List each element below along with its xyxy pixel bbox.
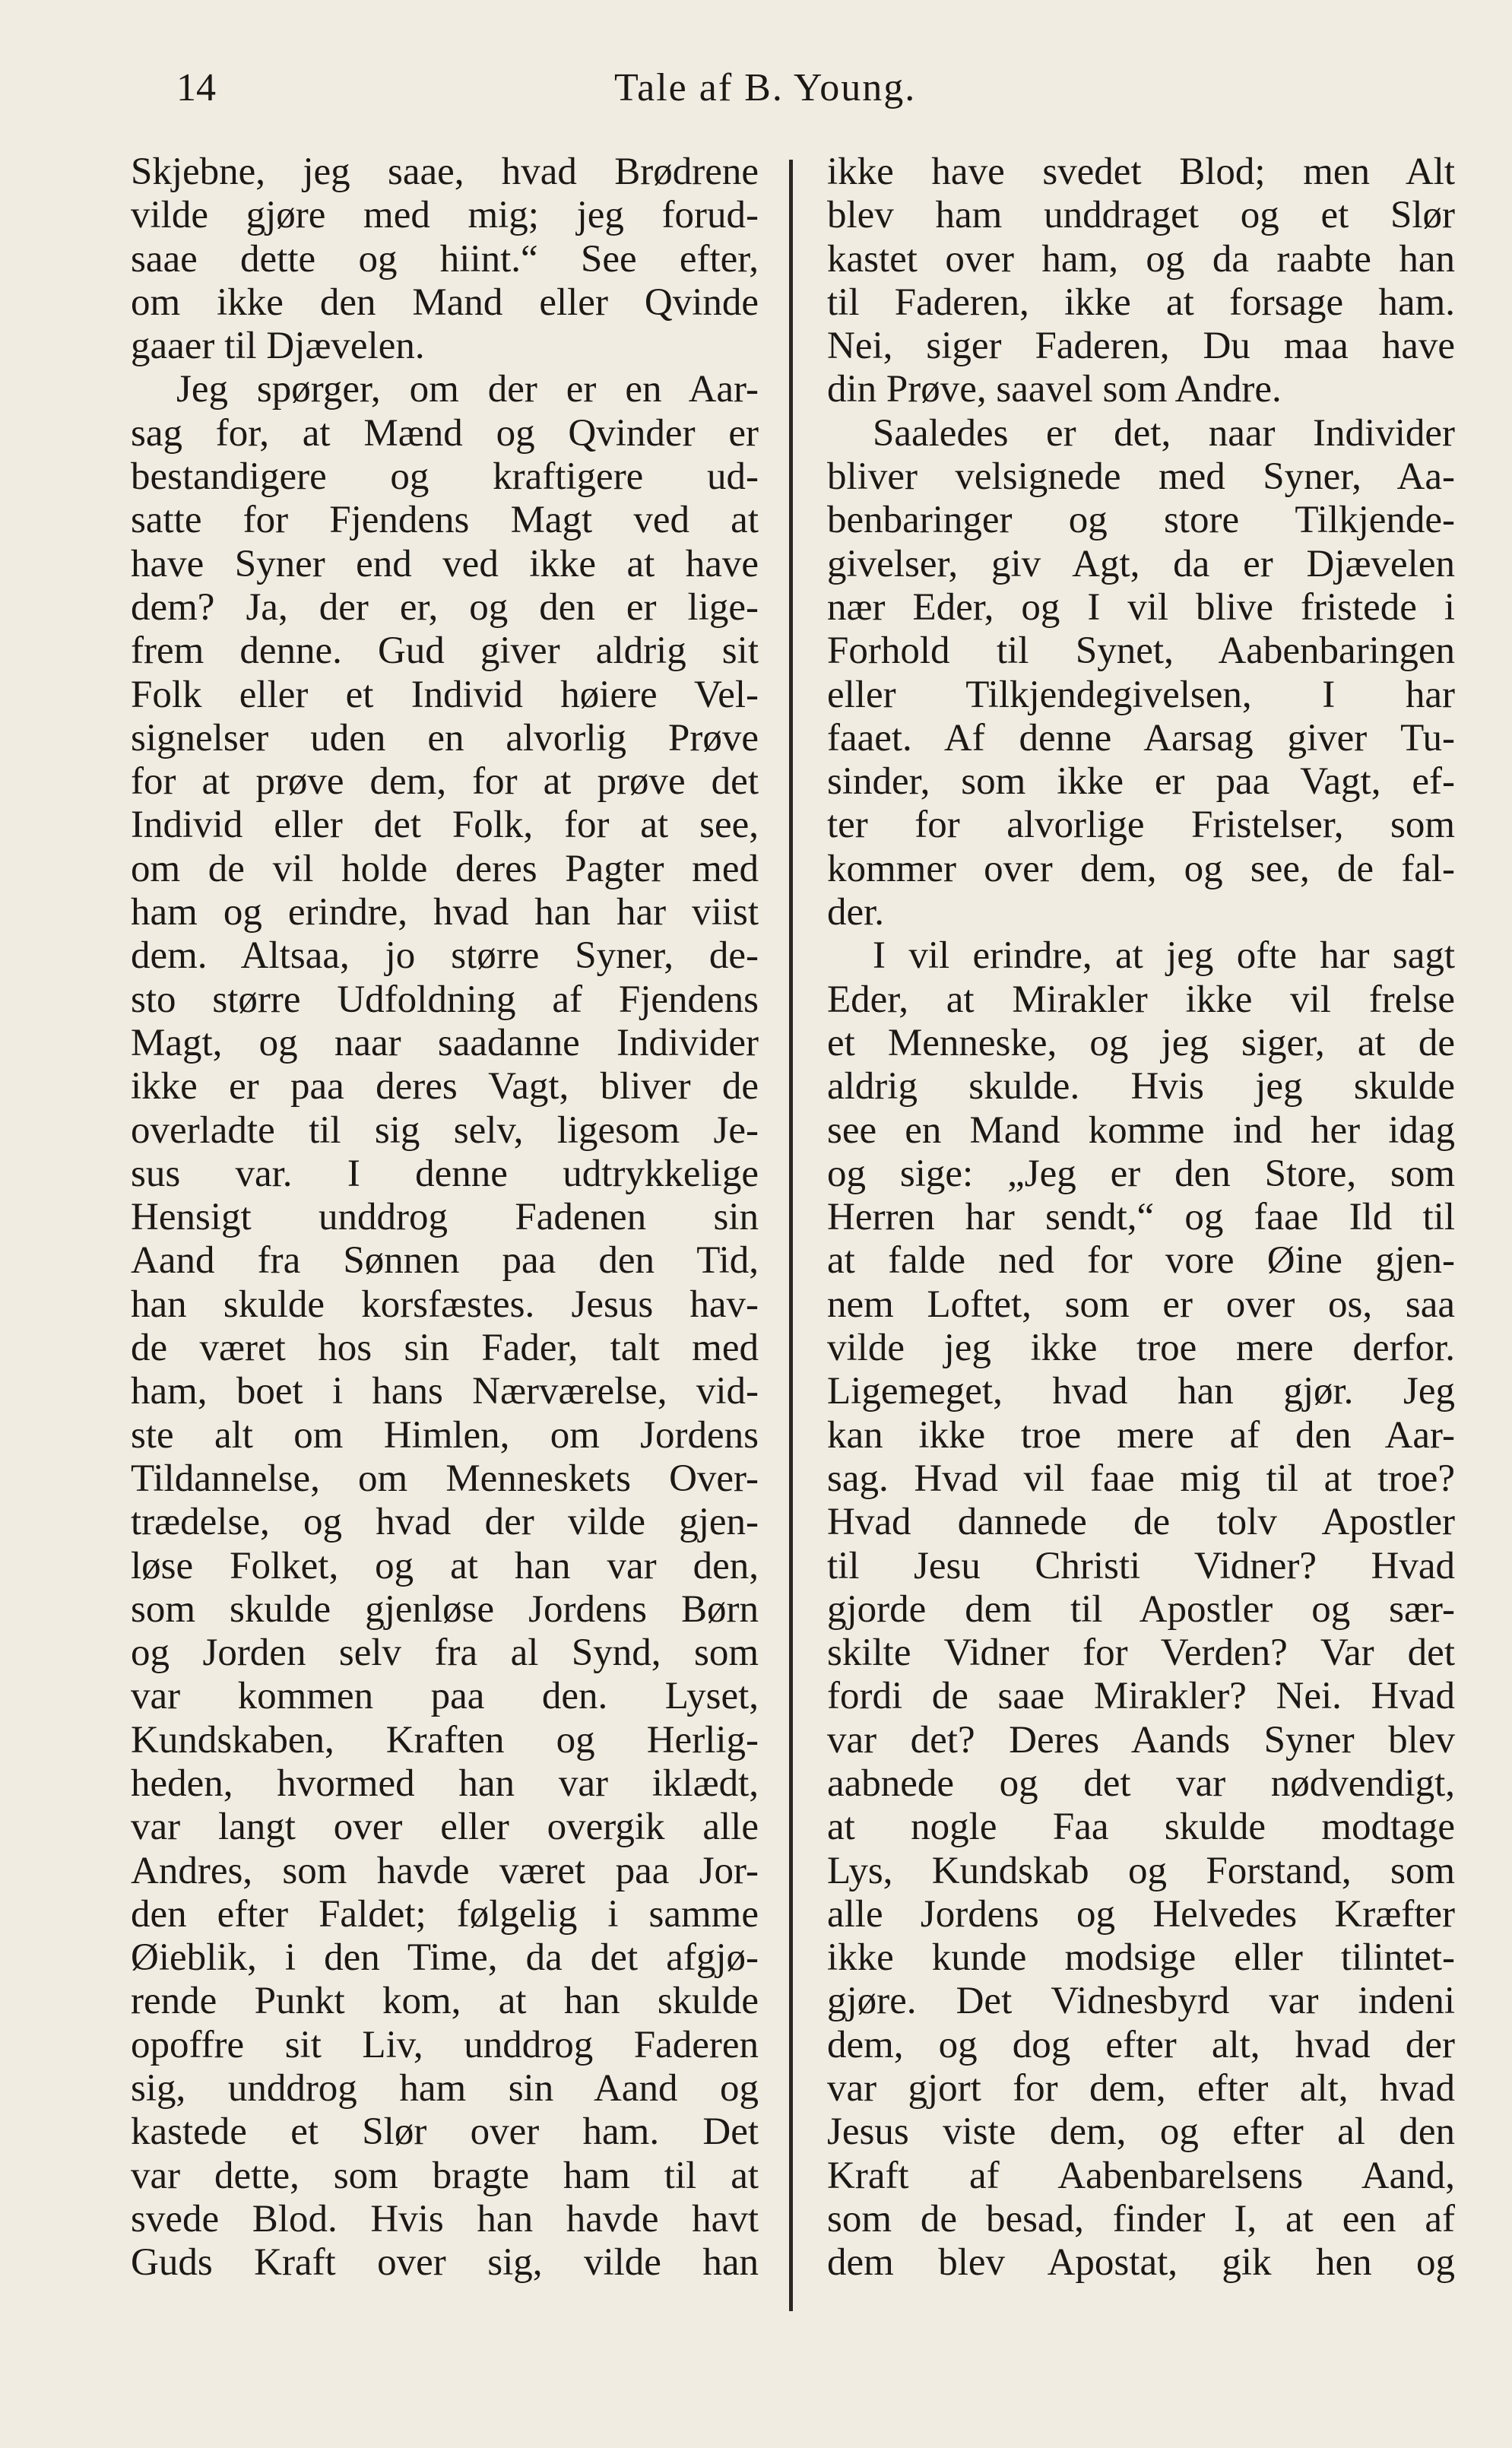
right-text-column bbox=[827, 151, 1455, 2285]
text-line: Ligemeget, hvad han gjør. Jeg bbox=[827, 1370, 1455, 1413]
text-line: gjøre. Det Vidnesbyrd var indeni bbox=[827, 1980, 1455, 2023]
text-line: at nogle Faa skulde modtage bbox=[827, 1806, 1455, 1849]
text-line: see en Mand komme ind her idag bbox=[827, 1108, 1455, 1152]
text-line: blev ham unddraget og et Slør bbox=[827, 194, 1455, 237]
text-line: nær Eder, og I vil blive fristede i bbox=[827, 585, 1455, 629]
text-line: frem denne. Gud giver aldrig sit bbox=[131, 629, 759, 673]
text-line: Nei, siger Faderen, Du maa have bbox=[827, 325, 1455, 368]
text-line: satte for Fjendens Magt ved at bbox=[131, 499, 759, 542]
text-line: gaaer til Djævelen. bbox=[131, 325, 425, 368]
text-line: om de vil holde deres Pagter med bbox=[131, 847, 759, 890]
text-line: for at prøve dem, for at prøve det bbox=[131, 760, 759, 804]
page-number: 14 bbox=[176, 66, 216, 109]
text-line: trædelse, og hvad der vilde gjen- bbox=[131, 1501, 759, 1544]
text-line: faaet. Af denne Aarsag giver Tu- bbox=[827, 716, 1455, 759]
text-line: Kundskaben, Kraften og Herlig- bbox=[131, 1718, 759, 1761]
text-line: som skulde gjenløse Jordens Børn bbox=[131, 1587, 759, 1631]
text-line: Hensigt unddrog Fadenen sin bbox=[131, 1196, 759, 1239]
text-line: dem blev Apostat, gik hen og bbox=[827, 2241, 1455, 2285]
text-line: Saaledes er det, naar Individer bbox=[873, 411, 1455, 455]
text-line: alle Jordens og Helvedes Kræfter bbox=[827, 1892, 1455, 1936]
text-line: var gjort for dem, efter alt, hvad bbox=[827, 2067, 1455, 2110]
text-line: dem, og dog efter alt, hvad der bbox=[827, 2023, 1455, 2066]
text-line: løse Folket, og at han var den, bbox=[131, 1544, 759, 1587]
text-line: kastet over ham, og da raabte han bbox=[827, 237, 1455, 281]
text-line: Hvad dannede de tolv Apostler bbox=[827, 1501, 1455, 1544]
text-line: ste alt om Himlen, om Jordens bbox=[131, 1413, 759, 1457]
text-line: Andres, som havde været paa Jor- bbox=[131, 1849, 759, 1892]
text-line: givelser, giv Agt, da er Djævelen bbox=[827, 542, 1455, 585]
text-line: var langt over eller overgik alle bbox=[131, 1806, 759, 1849]
text-line: Jeg spørger, om der er en Aar- bbox=[176, 368, 759, 411]
left-text-column bbox=[131, 151, 759, 2285]
text-line: din Prøve, saavel som Andre. bbox=[827, 368, 1282, 411]
text-line: sto større Udfoldning af Fjendens bbox=[131, 978, 759, 1021]
text-line: sus var. I denne udtrykkelige bbox=[131, 1152, 759, 1195]
text-line: opoffre sit Liv, unddrog Faderen bbox=[131, 2023, 759, 2066]
text-line: til Jesu Christi Vidner? Hvad bbox=[827, 1544, 1455, 1587]
text-line: Forhold til Synet, Aabenbaringen bbox=[827, 629, 1455, 673]
text-line: om ikke den Mand eller Qvinde bbox=[131, 281, 759, 324]
text-line: den efter Faldet; følgelig i samme bbox=[131, 1892, 759, 1936]
text-line: Øieblik, i den Time, da det afgjø- bbox=[131, 1936, 759, 1980]
text-line: sig, unddrog ham sin Aand og bbox=[131, 2067, 759, 2110]
text-line: som de besad, finder I, at een af bbox=[827, 2197, 1455, 2240]
text-line: vilde gjøre med mig; jeg forud- bbox=[131, 194, 759, 237]
text-line: ham, boet i hans Nærværelse, vid- bbox=[131, 1370, 759, 1413]
text-line: og Jorden selv fra al Synd, som bbox=[131, 1631, 759, 1675]
text-line: til Faderen, ikke at forsage ham. bbox=[827, 281, 1455, 324]
text-line: have Syner end ved ikke at have bbox=[131, 542, 759, 585]
text-line: signelser uden en alvorlig Prøve bbox=[131, 716, 759, 759]
text-line: benbaringer og store Tilkjende- bbox=[827, 499, 1455, 542]
text-line: og sige: „Jeg er den Store, som bbox=[827, 1152, 1455, 1195]
text-line: kan ikke troe mere af den Aar- bbox=[827, 1413, 1455, 1457]
text-line: Lys, Kundskab og Forstand, som bbox=[827, 1849, 1455, 1892]
text-line: Guds Kraft over sig, vilde han bbox=[131, 2241, 759, 2285]
text-line: ham og erindre, hvad han har viist bbox=[131, 891, 759, 934]
text-line: gjorde dem til Apostler og sær- bbox=[827, 1587, 1455, 1631]
text-line: bliver velsignede med Syner, Aa- bbox=[827, 455, 1455, 499]
text-line: Individ eller det Folk, for at see, bbox=[131, 804, 759, 847]
text-line: var dette, som bragte ham til at bbox=[131, 2154, 759, 2197]
text-line: han skulde korsfæstes. Jesus hav- bbox=[131, 1283, 759, 1326]
text-line: Folk eller et Individ høiere Vel- bbox=[131, 673, 759, 716]
text-line: kastede et Slør over ham. Det bbox=[131, 2110, 759, 2154]
text-line: vilde jeg ikke troe mere derfor. bbox=[827, 1327, 1455, 1370]
text-line: bestandigere og kraftigere ud- bbox=[131, 455, 759, 499]
text-line: svede Blod. Hvis han havde havt bbox=[131, 2197, 759, 2240]
text-line: Jesus viste dem, og efter al den bbox=[827, 2110, 1455, 2154]
text-line: var kommen paa den. Lyset, bbox=[131, 1675, 759, 1718]
text-line: overladte til sig selv, ligesom Je- bbox=[131, 1108, 759, 1152]
text-line: ter for alvorlige Fristelser, som bbox=[827, 804, 1455, 847]
text-line: sag for, at Mænd og Qvinder er bbox=[131, 411, 759, 455]
text-line: aldrig skulde. Hvis jeg skulde bbox=[827, 1065, 1455, 1108]
text-line: aabnede og det var nødvendigt, bbox=[827, 1761, 1455, 1805]
text-line: sinder, som ikke er paa Vagt, ef- bbox=[827, 760, 1455, 804]
text-line: et Menneske, og jeg siger, at de bbox=[827, 1021, 1455, 1064]
text-line: Tildannelse, om Menneskets Over- bbox=[131, 1457, 759, 1500]
text-line: I vil erindre, at jeg ofte har sagt bbox=[873, 934, 1455, 978]
text-line: Kraft af Aabenbarelsens Aand, bbox=[827, 2154, 1455, 2197]
text-line: dem? Ja, der er, og den er lige- bbox=[131, 585, 759, 629]
text-line: skilte Vidner for Verden? Var det bbox=[827, 1631, 1455, 1675]
text-line: kommer over dem, og see, de fal- bbox=[827, 847, 1455, 890]
text-line: Magt, og naar saadanne Individer bbox=[131, 1021, 759, 1064]
text-line: var det? Deres Aands Syner blev bbox=[827, 1718, 1455, 1761]
text-line: ikke kunde modsige eller tilintet- bbox=[827, 1936, 1455, 1980]
text-line: at falde ned for vore Øine gjen- bbox=[827, 1239, 1455, 1283]
text-line: rende Punkt kom, at han skulde bbox=[131, 1980, 759, 2023]
text-line: Eder, at Mirakler ikke vil frelse bbox=[827, 978, 1455, 1021]
text-line: heden, hvormed han var iklædt, bbox=[131, 1761, 759, 1805]
text-line: dem. Altsaa, jo større Syner, de- bbox=[131, 934, 759, 978]
text-line: nem Loftet, som er over os, saa bbox=[827, 1283, 1455, 1326]
text-line: de været hos sin Fader, talt med bbox=[131, 1327, 759, 1370]
text-line: Skjebne, jeg saae, hvad Brødrene bbox=[131, 151, 759, 193]
text-line: sag. Hvad vil faae mig til at troe? bbox=[827, 1457, 1455, 1500]
running-head: Tale af B. Young. bbox=[614, 66, 917, 109]
text-line: fordi de saae Mirakler? Nei. Hvad bbox=[827, 1675, 1455, 1718]
text-line: ikke er paa deres Vagt, bliver de bbox=[131, 1065, 759, 1108]
text-line: ikke have svedet Blod; men Alt bbox=[827, 151, 1455, 193]
text-line: saae dette og hiint.“ See efter, bbox=[131, 237, 759, 281]
text-line: Herren har sendt,“ og faae Ild til bbox=[827, 1196, 1455, 1239]
text-line: der. bbox=[827, 891, 885, 934]
text-line: eller Tilkjendegivelsen, I har bbox=[827, 673, 1455, 716]
column-divider-rule bbox=[789, 160, 793, 2311]
text-line: Aand fra Sønnen paa den Tid, bbox=[131, 1239, 759, 1283]
